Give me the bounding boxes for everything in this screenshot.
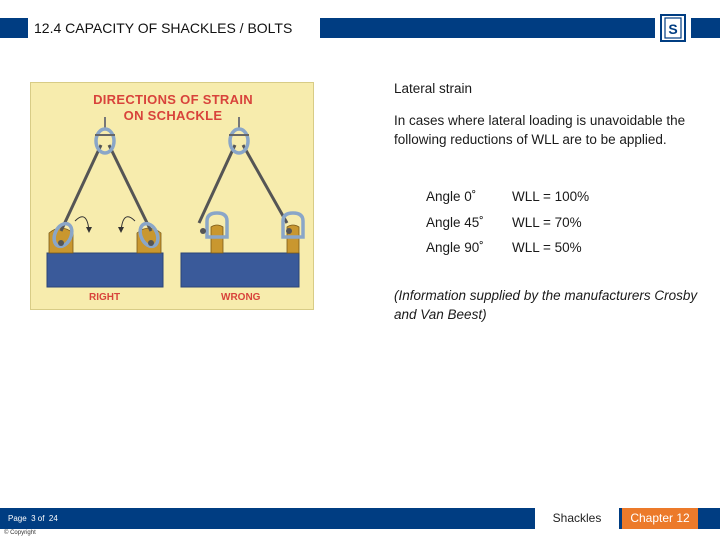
angle-row [426, 186, 589, 212]
angle-value: Angle 0˚ [426, 189, 477, 204]
wll-value: WLL = 50% [512, 240, 582, 255]
page-title: 12.4 CAPACITY OF SHACKLES / BOLTS [28, 18, 298, 38]
source-note: (Information supplied by the manufacturers Crosby and Van Beest) [394, 288, 698, 322]
page-number: Page 3 of 24 [8, 514, 58, 523]
shackle-strain-figure [30, 82, 314, 310]
company-logo-icon [660, 14, 686, 42]
sling-right-left [61, 145, 101, 231]
angle-row [426, 237, 589, 263]
figure-title [31, 92, 315, 124]
load-block-wrong [181, 253, 299, 287]
header-accent-bar [0, 18, 28, 38]
angle-row [426, 212, 589, 238]
figure-title-line-2: ON SCHACKLE [123, 108, 223, 123]
rotation-arrow-left [75, 217, 89, 231]
figure-title-line-1: DIRECTIONS OF STRAIN [93, 92, 253, 107]
wll-value: WLL = 100% [512, 189, 590, 204]
wll-value: WLL = 70% [512, 214, 582, 230]
section-heading: Lateral strain [394, 81, 473, 96]
rotation-arrow-right [121, 217, 135, 231]
section-tab-shackles[interactable]: Shackles [535, 508, 619, 529]
svg-text:S: S [668, 21, 678, 37]
sling-right-right [109, 145, 151, 231]
label-right: RIGHT [89, 292, 121, 303]
intro-paragraph: In cases where lateral loading is unavoidable the following reductions of WLL are to be applied. [394, 113, 686, 147]
load-block-right [47, 253, 163, 287]
angle-table [426, 186, 589, 263]
copyright-text: © Copyright [4, 530, 36, 536]
sling-wrong-right [243, 145, 287, 223]
angle-value: Angle 90˚ [426, 240, 484, 255]
label-wrong: WRONG [221, 292, 261, 303]
angle-value: Angle 45˚ [426, 214, 484, 230]
pad-eye-wrong-left [211, 225, 223, 253]
chapter-tab[interactable]: Chapter 12 [622, 508, 698, 529]
